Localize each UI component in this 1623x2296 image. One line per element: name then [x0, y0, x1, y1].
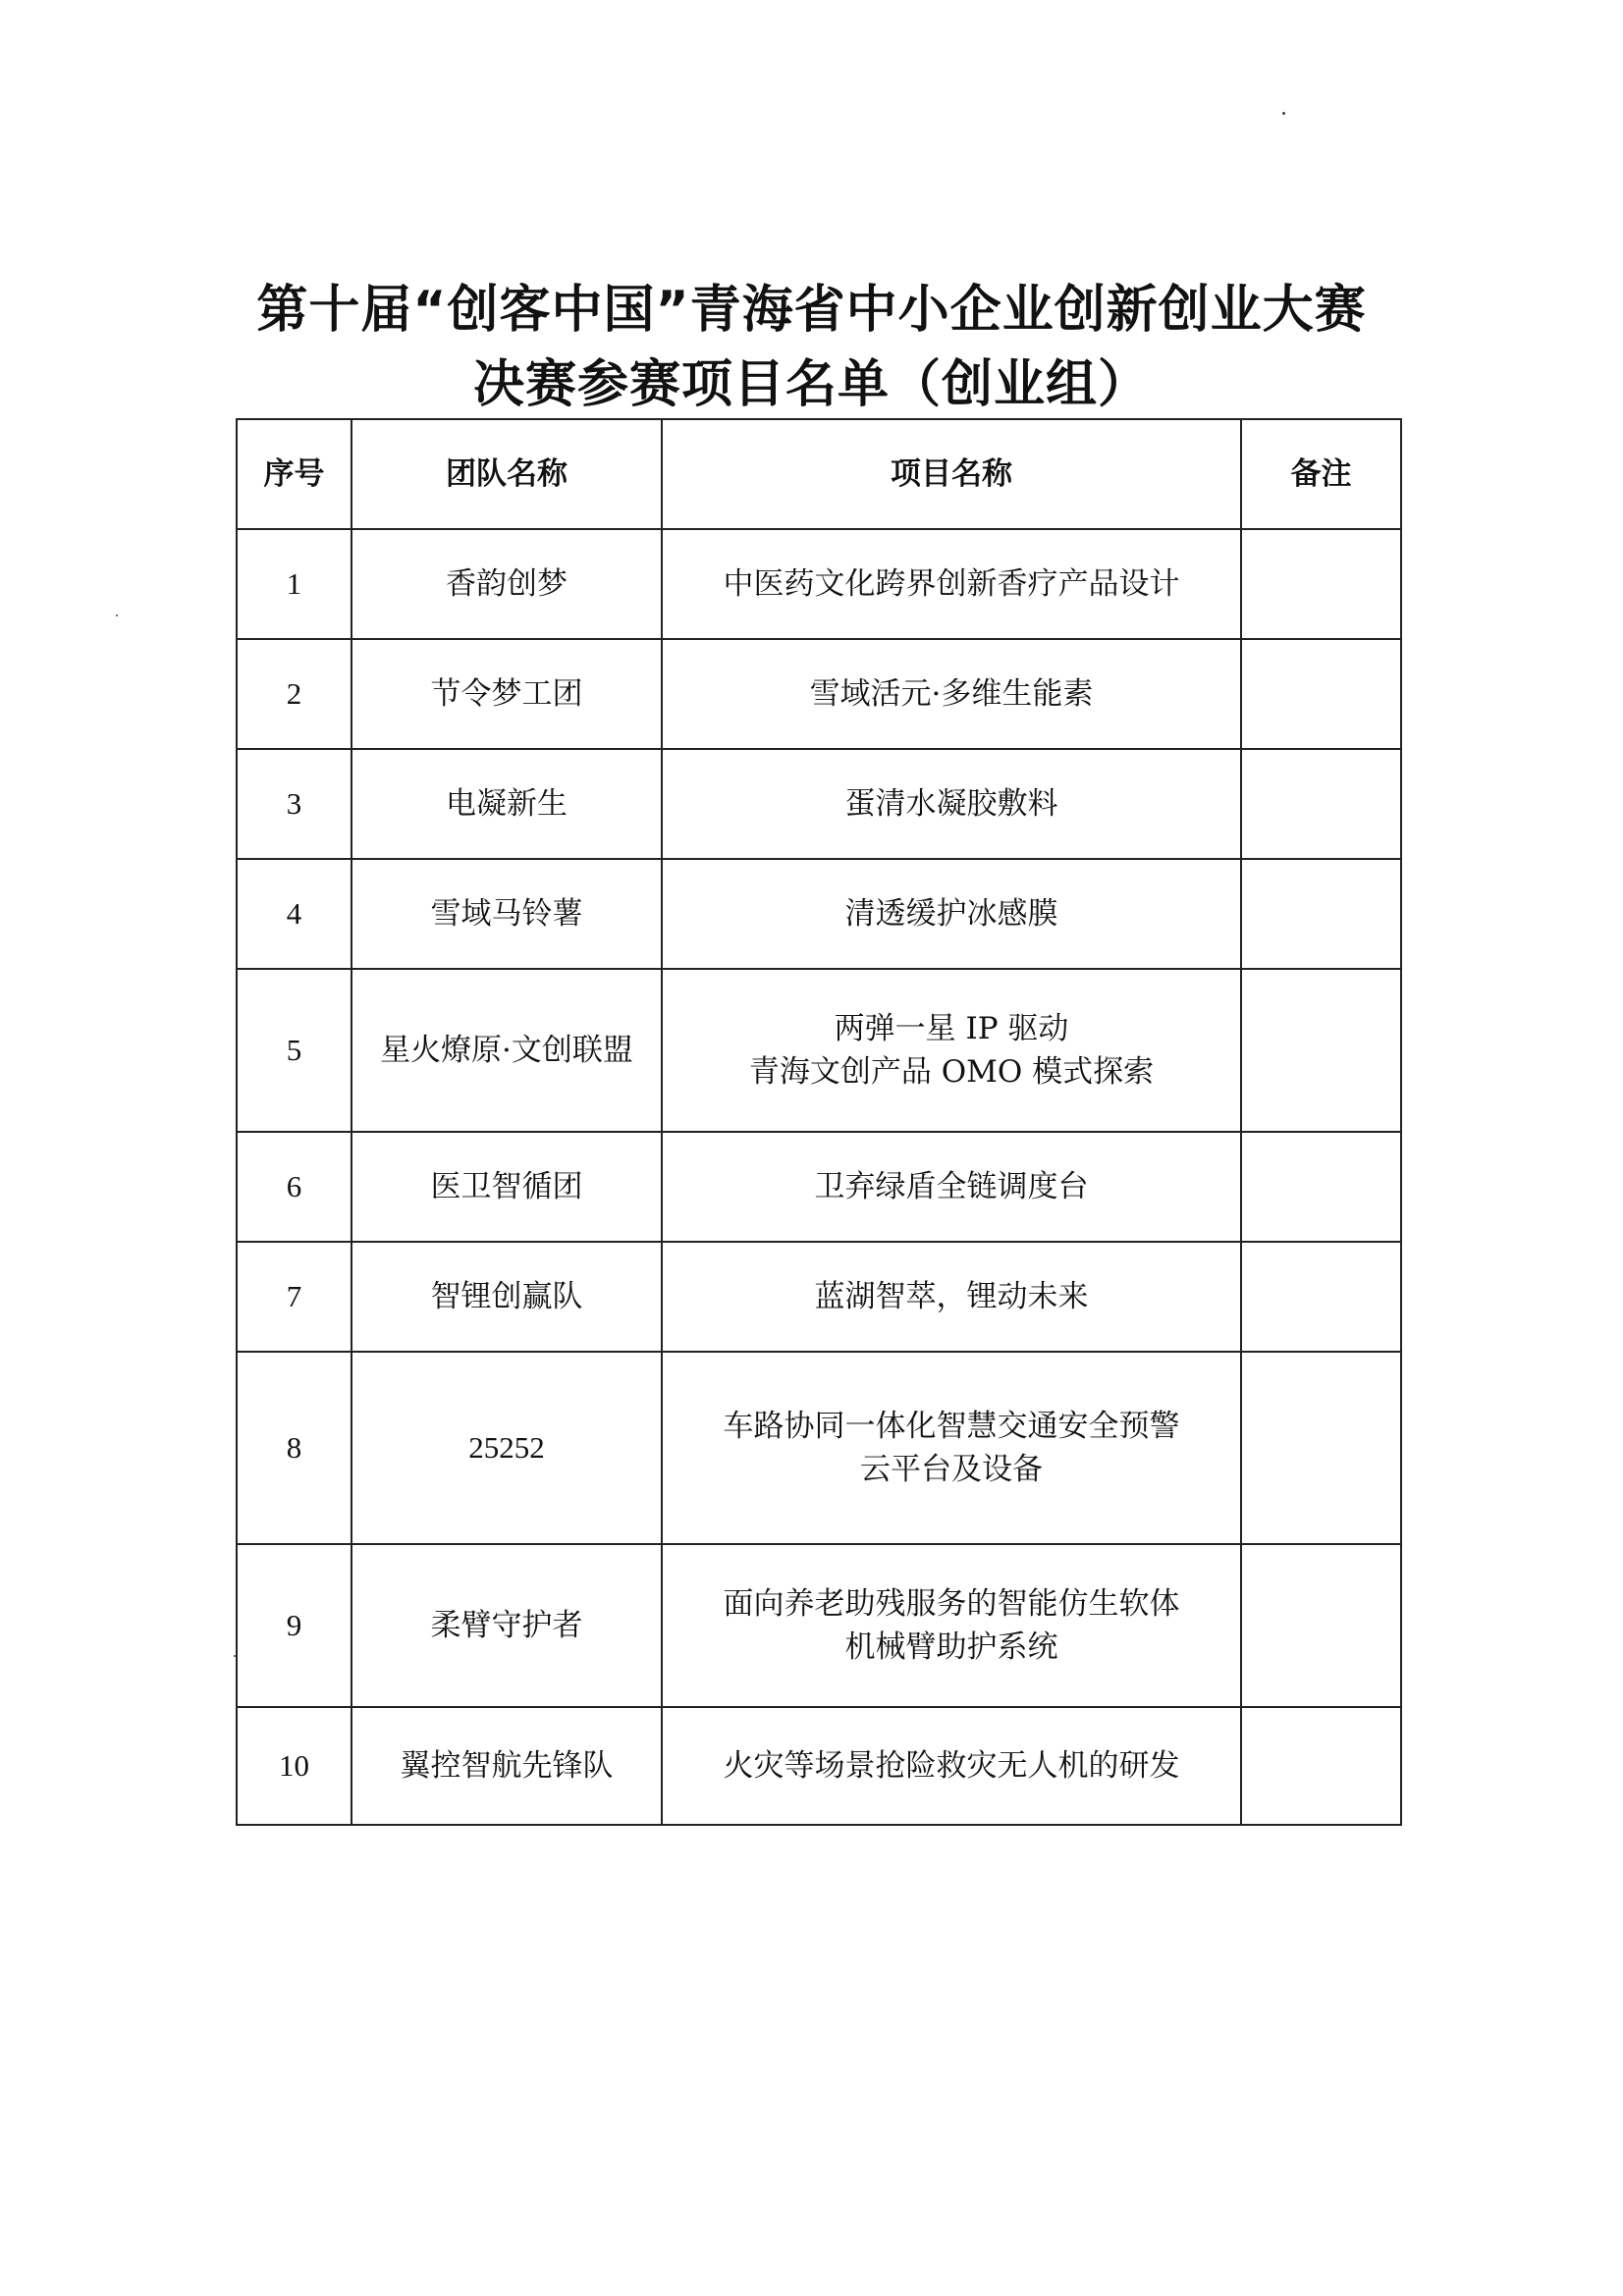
project-line: 云平台及设备	[860, 1452, 1043, 1487]
cell-no: 5	[237, 969, 352, 1132]
cell-no: 3	[237, 749, 352, 859]
table-row	[237, 969, 1401, 1132]
cell-note	[1241, 859, 1401, 969]
cell-team: 翼控智航先锋队	[352, 1707, 662, 1825]
header-note: 备注	[1241, 419, 1401, 529]
cell-note	[1241, 1132, 1401, 1242]
cell-note	[1241, 749, 1401, 859]
title-line2-text: 决赛参赛项目名单（创业组）	[472, 355, 1150, 414]
cell-no: 7	[237, 1242, 352, 1352]
cell-no: 6	[237, 1132, 352, 1242]
cell-team: 雪域马铃薯	[352, 859, 662, 969]
cell-note	[1241, 1242, 1401, 1352]
cell-no: 2	[237, 639, 352, 749]
cell-project	[662, 1707, 1241, 1825]
cell-no: 8	[237, 1352, 352, 1544]
document-title-line2	[0, 355, 1623, 414]
table-row	[237, 1707, 1401, 1825]
table-header-row	[237, 419, 1401, 529]
cell-team: 香韵创梦	[352, 529, 662, 639]
cell-note	[1241, 639, 1401, 749]
project-line: 面向养老助残服务的智能仿生软体	[723, 1586, 1180, 1622]
cell-project	[662, 969, 1241, 1132]
cell-team: 智锂创赢队	[352, 1242, 662, 1352]
cell-team: 节令梦工团	[352, 639, 662, 749]
cell-project	[662, 1352, 1241, 1544]
scan-speck	[1282, 112, 1285, 115]
table-row	[237, 639, 1401, 749]
cell-project	[662, 1132, 1241, 1242]
project-line: 卫弃绿盾全链调度台	[814, 1169, 1089, 1204]
cell-note	[1241, 1707, 1401, 1825]
cell-team: 医卫智循团	[352, 1132, 662, 1242]
cell-team: 25252	[352, 1352, 662, 1544]
table-row	[237, 1544, 1401, 1707]
cell-project	[662, 859, 1241, 969]
cell-project	[662, 1242, 1241, 1352]
cell-note	[1241, 969, 1401, 1132]
project-line: 清透缓护冰感膜	[844, 896, 1058, 932]
table-row	[237, 1352, 1401, 1544]
project-line: 青海文创产品 OMO 模式探索	[748, 1054, 1155, 1090]
cell-no: 1	[237, 529, 352, 639]
header-team: 团队名称	[352, 419, 662, 529]
scan-speck	[234, 1655, 236, 1657]
cell-no: 4	[237, 859, 352, 969]
cell-project	[662, 529, 1241, 639]
document-title-line1	[0, 281, 1623, 340]
project-line: 雪域活元·多维生能素	[809, 676, 1094, 712]
project-line: 火灾等场景抢险救灾无人机的研发	[723, 1748, 1180, 1784]
cell-no: 10	[237, 1707, 352, 1825]
cell-project	[662, 749, 1241, 859]
cell-team: 电凝新生	[352, 749, 662, 859]
project-line: 两弹一星 IP 驱动	[834, 1011, 1069, 1046]
cell-note	[1241, 1544, 1401, 1707]
project-line: 蛋清水凝胶敷料	[844, 786, 1058, 822]
table-row	[237, 859, 1401, 969]
header-project: 项目名称	[662, 419, 1241, 529]
table-row	[237, 1132, 1401, 1242]
cell-team: 星火燎原·文创联盟	[352, 969, 662, 1132]
cell-note	[1241, 1352, 1401, 1544]
cell-project	[662, 639, 1241, 749]
title-line1-text: 第十届“创客中国”青海省中小企业创新创业大赛	[256, 281, 1367, 340]
table-row	[237, 529, 1401, 639]
project-line: 机械臂助护系统	[844, 1629, 1058, 1665]
cell-note	[1241, 529, 1401, 639]
scan-speck	[116, 614, 118, 616]
cell-team: 柔臂守护者	[352, 1544, 662, 1707]
table-row	[237, 749, 1401, 859]
table-body	[237, 529, 1401, 1825]
cell-project	[662, 1544, 1241, 1707]
project-roster-table	[236, 418, 1402, 1826]
project-line: 蓝湖智萃，锂动未来	[814, 1279, 1089, 1314]
header-no: 序号	[237, 419, 352, 529]
project-line: 车路协同一体化智慧交通安全预警	[723, 1409, 1180, 1444]
cell-no: 9	[237, 1544, 352, 1707]
table-row	[237, 1242, 1401, 1352]
project-line: 中医药文化跨界创新香疗产品设计	[723, 566, 1180, 602]
